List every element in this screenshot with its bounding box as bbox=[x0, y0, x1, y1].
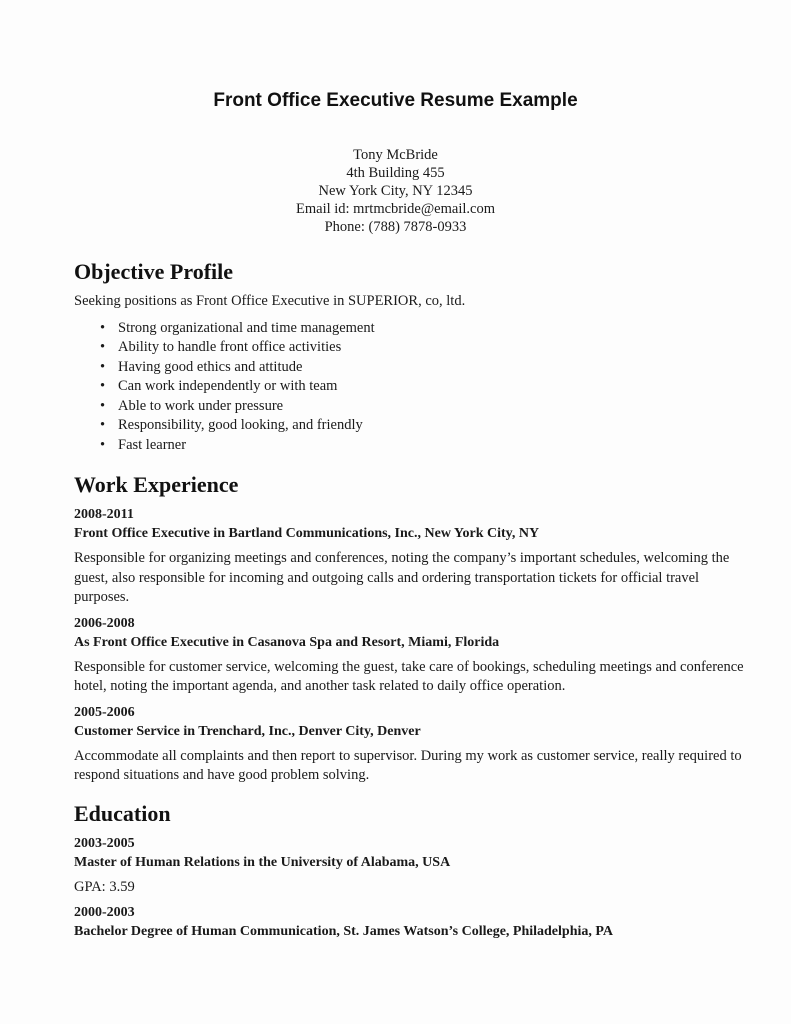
objective-statement: Seeking positions as Front Office Executive in SUPERIOR, co, ltd. bbox=[74, 293, 466, 309]
bullet-icon: • bbox=[100, 436, 106, 453]
list-item bbox=[100, 416, 751, 436]
contact-block bbox=[0, 146, 791, 236]
list-item-text: Can work independently or with team bbox=[118, 378, 338, 394]
education-heading: Education bbox=[74, 800, 171, 826]
bullet-icon: • bbox=[100, 339, 106, 355]
work-entry bbox=[74, 505, 751, 608]
work-entry-dates: 2005-2006 bbox=[74, 704, 135, 720]
education-entry bbox=[74, 903, 751, 941]
work-entry bbox=[74, 614, 751, 697]
contact-address-line1: 4th Building 455 bbox=[346, 165, 445, 181]
education-entry-dates: 2000-2003 bbox=[74, 905, 135, 920]
work-entry-description: Responsible for organizing meetings and conferences, noting the company’s important schedules, welcoming the guest, also responsible for incoming and outgoing calls and ordering transportation tickets for official travel purposes. bbox=[74, 550, 730, 605]
education-section bbox=[74, 800, 751, 942]
education-entry bbox=[74, 834, 751, 898]
list-item-text: Fast learner bbox=[118, 436, 187, 453]
work-experience-section bbox=[74, 471, 751, 786]
bullet-icon: • bbox=[100, 397, 106, 414]
list-item bbox=[100, 397, 751, 417]
list-item bbox=[100, 319, 751, 339]
list-item bbox=[100, 358, 751, 378]
list-item-text: Ability to handle front office activities bbox=[118, 339, 342, 355]
document-title: Front Office Executive Resume Example bbox=[213, 90, 578, 111]
bullet-icon: • bbox=[100, 358, 106, 375]
work-entry-description: Responsible for customer service, welcoming the guest, take care of bookings, scheduling meetings and conference hotel, noting the important agenda, and another task related to daily office operation. bbox=[74, 658, 744, 694]
contact-phone: Phone: (788) 7878-0933 bbox=[324, 219, 467, 235]
list-item bbox=[100, 436, 751, 456]
work-entry-title: Front Office Executive in Bartland Communications, Inc., New York City, NY bbox=[74, 526, 540, 541]
work-entry-title: As Front Office Executive in Casanova Spa and Resort, Miami, Florida bbox=[74, 634, 500, 650]
education-entry-dates: 2003-2005 bbox=[74, 835, 135, 851]
work-entry-dates: 2008-2011 bbox=[74, 507, 134, 522]
list-item-text: Able to work under pressure bbox=[118, 397, 284, 414]
work-heading: Work Experience bbox=[74, 472, 239, 497]
objective-section bbox=[74, 258, 751, 455]
list-item bbox=[100, 338, 751, 358]
objective-heading: Objective Profile bbox=[74, 259, 234, 284]
work-entry-title: Customer Service in Trenchard, Inc., Denver City, Denver bbox=[74, 723, 421, 739]
work-entry-dates: 2006-2008 bbox=[74, 615, 135, 631]
list-item-text: Having good ethics and attitude bbox=[118, 358, 303, 375]
contact-name: Tony McBride bbox=[353, 147, 438, 163]
education-entry-title: Master of Human Relations in the University of Alabama, USA bbox=[74, 854, 451, 870]
objective-bullet-list bbox=[74, 319, 751, 456]
work-entry-description: Accommodate all complaints and then report to supervisor. During my work as customer service, really required to respond situations and have good problem solving. bbox=[74, 747, 742, 783]
education-entry-title: Bachelor Degree of Human Communication, St. James Watson’s College, Philadelphia, PA bbox=[74, 924, 613, 939]
bullet-icon: • bbox=[100, 378, 106, 394]
bullet-icon: • bbox=[100, 319, 106, 336]
bullet-icon: • bbox=[100, 417, 106, 433]
list-item-text: Responsibility, good looking, and friendly bbox=[118, 417, 363, 433]
list-item-text: Strong organizational and time management bbox=[118, 319, 375, 336]
contact-email: Email id: mrtmcbride@email.com bbox=[296, 201, 495, 217]
resume-content bbox=[74, 258, 751, 941]
contact-address-line2: New York City, NY 12345 bbox=[318, 183, 473, 199]
work-entry bbox=[74, 703, 751, 786]
list-item bbox=[100, 377, 751, 397]
education-entry-gpa: GPA: 3.59 bbox=[74, 878, 135, 895]
